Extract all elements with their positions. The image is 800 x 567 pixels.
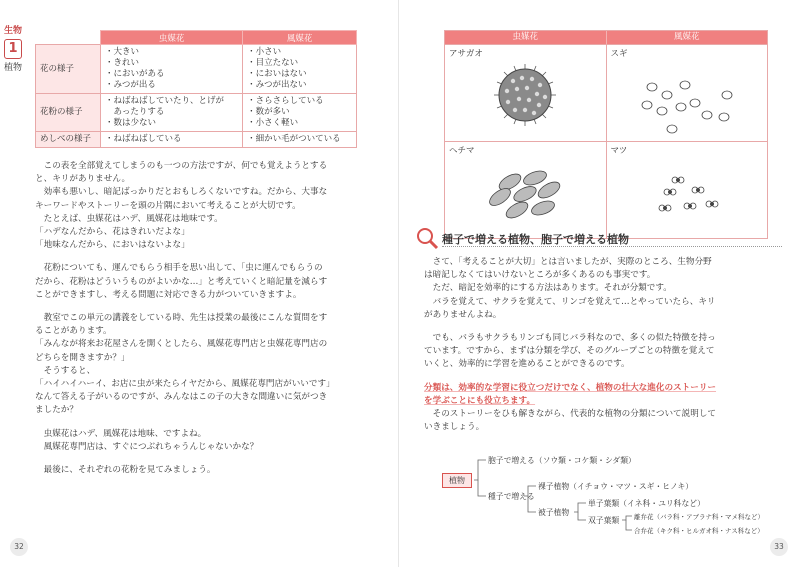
tree-node-spore: 胞子で増える（ソウ類・コケ類・シダ類）	[488, 456, 636, 465]
text-line: 虫媒花はハデ、風媒花は地味、ですよね。	[35, 428, 207, 439]
text-line: 「みんなが将来お花屋さんを開くとしたら、風媒花専門店と虫媒花専門店の	[35, 339, 328, 350]
comparison-table	[35, 30, 357, 148]
ridged-pollen-illustration	[445, 142, 606, 238]
body-text	[35, 160, 385, 477]
text-line: なんて答える子がいるのですが、みんなはこの子の大きな間違いに気がつき	[35, 392, 328, 403]
right-page	[402, 0, 800, 567]
table-corner	[36, 31, 101, 45]
table-cell	[243, 94, 357, 132]
grid-header-wind: 風媒花	[607, 31, 768, 44]
chapter-number: 1	[4, 39, 22, 59]
list-item: ・においがある	[105, 69, 165, 79]
table-row	[36, 132, 357, 148]
list-item: ・みつが出る	[105, 80, 156, 90]
tree-node-angio: 被子植物	[538, 508, 570, 517]
list-item: ・小さく軽い	[247, 118, 299, 128]
tree-root: 植物	[442, 473, 472, 488]
chapter-tab	[4, 26, 22, 73]
text-line: キーワードやストーリーを頭の片隅において考えることが大切です。	[35, 200, 301, 211]
text-line: 教室でこの単元の講義をしている時、先生は授業の最後にこんな質問をす	[35, 313, 328, 324]
text-line: いきましょう。	[424, 422, 485, 433]
list-item: あったりする	[105, 107, 165, 117]
text-line: 効率も悪いし、暗記ばっかりだとおもしろくないですね。だから、大事な	[35, 187, 328, 198]
list-item: ・みつが出ない	[247, 80, 307, 90]
grid-header-insect: 虫媒花	[445, 31, 607, 44]
row-label: 花粉の様子	[36, 94, 101, 132]
pollen-name: アサガオ	[449, 49, 483, 59]
body-text	[424, 256, 784, 434]
pollen-cell-sugi	[607, 45, 768, 141]
row-label: めしべの様子	[36, 132, 101, 148]
subject-label: 生物	[4, 26, 23, 36]
tree-node-sep: 離弁花（バラ科・アブラナ科・マメ科など）	[634, 513, 764, 521]
section-heading	[412, 226, 792, 250]
table-cell	[101, 94, 243, 132]
text-line: ましたか？	[35, 405, 78, 416]
highlight-line: を学ぶことにも役立ちます。	[424, 395, 536, 406]
table-cell	[243, 132, 357, 148]
row-label: 花の様子	[36, 45, 101, 94]
text-line: さて、「考えることが大切」とは言いましたが、実際のところ、生物分野	[424, 257, 712, 267]
text-line: この表を全部覚えてしまうのも一つの方法ですが、何でも覚えようとする	[35, 161, 328, 171]
text-line: 最後に、それぞれの花粉を見てみましょう。	[35, 465, 216, 476]
text-line: だから、花粉はどういうものがよいかな…」と考えていくと暗記量を減らす	[35, 276, 328, 287]
left-page	[0, 0, 399, 567]
text-line: たとえば、虫媒花はハデ、風媒花は地味です。	[35, 213, 223, 224]
table-header-wind: 風媒花	[243, 31, 357, 45]
table-row	[36, 45, 357, 94]
text-line: どちらを開きますか？」	[35, 352, 130, 363]
list-item: ・きれい	[105, 58, 140, 68]
pollen-cell-matsu	[607, 142, 768, 238]
text-line: ています。ですから、まずは分類を学び、そのグループごとの特徴を覚えて	[424, 346, 715, 357]
tree-node-seed: 種子で増える	[488, 492, 535, 501]
pollen-cell-hechima	[445, 142, 607, 238]
text-line: ことができますし、考える問題に対応できる力がついていきますよ。	[35, 289, 302, 300]
spiky-pollen-illustration	[445, 45, 606, 141]
text-line: ただ、暗記を効率的にする方法はあります。それが分類です。	[424, 283, 672, 294]
magnifier-icon	[414, 226, 440, 250]
text-line: 花粉についても、運んでもらう相手を思い出して、「虫に運んでもらうの	[35, 263, 323, 274]
tree-node-symp: 合弁花（キク科・ヒルガオ科・ナス科など）	[634, 527, 764, 535]
tree-node-gymno: 裸子植物（イチョウ・マツ・スギ・ヒノキ）	[538, 482, 694, 491]
table-header-insect: 虫媒花	[101, 31, 243, 45]
classification-tree	[442, 452, 792, 537]
list-item: ・ねばねばしていたり、とげが	[105, 96, 225, 106]
section-title: 種子で増える植物、胞子で増える植物	[442, 233, 629, 246]
text-line: 「ハデなんだから、花はきれいだよな」	[35, 227, 190, 238]
list-item: ・さらさらしている	[247, 96, 324, 106]
list-item: ・数が多い	[247, 107, 290, 117]
text-line: 「ハイハイハーイ、お店に虫が来たらイヤだから、風媒花専門店がいいです」	[35, 379, 335, 390]
list-item: ・細かい毛がついている	[247, 134, 341, 144]
pollen-name: スギ	[610, 49, 628, 59]
table-row	[36, 94, 357, 132]
text-line: 「地味なんだから、においはないよな」	[35, 240, 190, 251]
list-item: ・目立たない	[247, 58, 299, 68]
tree-node-dicot: 双子葉類	[588, 516, 620, 525]
list-item: ・数は少ない	[105, 118, 157, 128]
table-cell	[101, 45, 243, 94]
small-pollen-illustration	[607, 45, 768, 141]
list-item: ・ねばねばしている	[105, 134, 182, 144]
table-cell	[101, 132, 243, 148]
list-item: ・においはない	[247, 69, 307, 79]
pollen-grid	[444, 30, 768, 239]
table-cell	[243, 45, 357, 94]
text-line: バラを覚えて、サクラを覚えて、リンゴを覚えて…とやっていたら、キリ	[424, 296, 716, 307]
text-line: でも、バラもサクラもリンゴも同じバラ科なので、多くの似た特徴を持っ	[424, 333, 716, 344]
text-line: いくと、効率的に学習を進めることができるのです。	[424, 359, 630, 370]
pollen-name: マツ	[610, 146, 628, 156]
chapter-label: 植物	[4, 63, 23, 73]
text-line: そのストーリーをひも解きながら、代表的な植物の分類について説明して	[424, 409, 717, 420]
text-line: 風媒花専門店は、すぐにつぶれちゃうんじゃないかな？	[35, 441, 259, 452]
highlight-line: 分類は、効率的な学習に役立つだけでなく、植物の壮大な進化のストーリー	[424, 382, 717, 393]
page-number: 33	[770, 538, 788, 556]
pollen-name: ヘチマ	[449, 146, 475, 156]
text-line: そうすると、	[35, 365, 96, 376]
tree-node-mono: 単子葉類（イネ科・ユリ科など）	[588, 499, 705, 508]
text-line: がありませんよね。	[424, 309, 502, 320]
text-line: ることがあります。	[35, 326, 112, 337]
text-line: と、キリがありません。	[35, 174, 131, 185]
pollen-cell-asagao	[445, 45, 607, 141]
list-item: ・小さい	[247, 47, 282, 57]
list-item: ・大きい	[105, 47, 140, 57]
text-line: は暗記しなくてはいけないところが多くあるのも事実です。	[424, 270, 656, 281]
winged-pollen-illustration	[607, 142, 768, 238]
page-number: 32	[10, 538, 28, 556]
